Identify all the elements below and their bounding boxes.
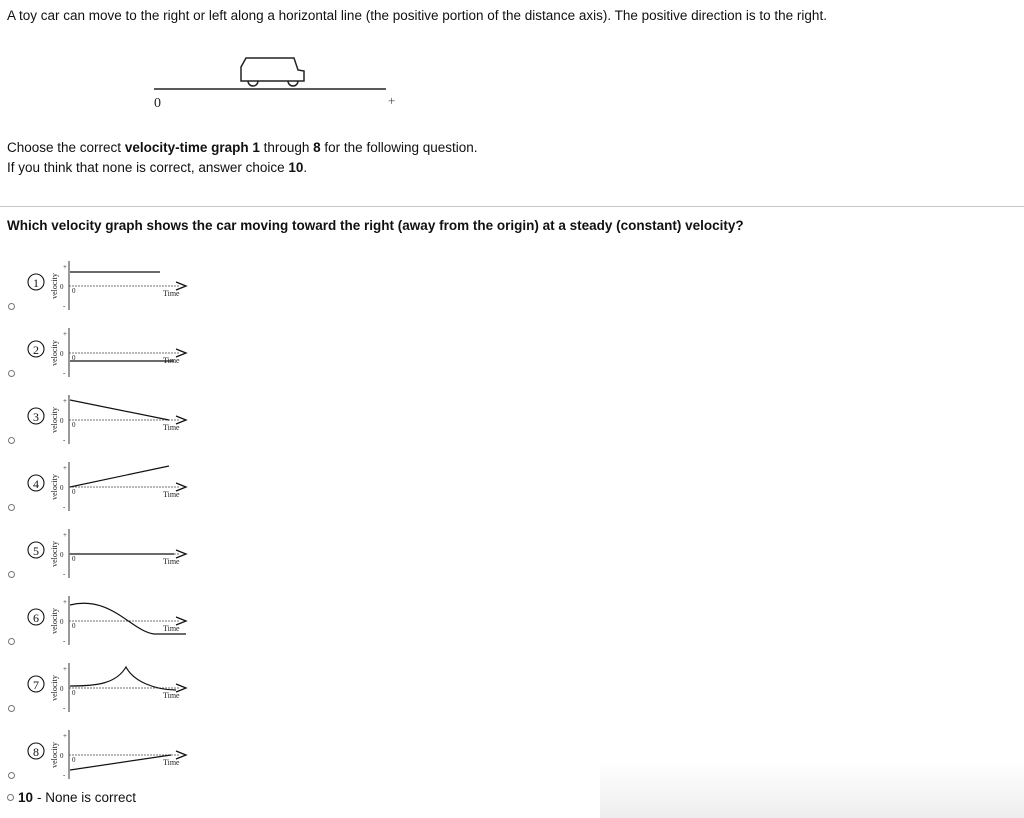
option-6-radio[interactable] [8,638,15,645]
time-axis-label: Time [163,624,180,633]
origin-label: 0 [72,555,76,563]
option-10-radio[interactable] [7,794,14,801]
velocity-axis-label: velocity [50,340,59,366]
option-5-radio[interactable] [8,571,15,578]
axis-origin-label: 0 [154,96,161,111]
time-axis-label: Time [163,289,180,298]
velocity-curve [70,466,169,487]
option-6-graph [26,593,196,663]
velocity-axis-label: velocity [50,407,59,433]
plus-tick-label: + [63,598,67,606]
option-number: 3 [33,410,39,424]
minus-tick-label: - [63,570,66,578]
zero-tick-label: 0 [60,618,64,626]
option-8-radio[interactable] [8,772,15,779]
minus-tick-label: - [63,771,66,779]
origin-label: 0 [72,354,76,362]
option-2-graph [26,325,196,395]
minus-tick-label: - [63,503,66,511]
origin-label: 0 [72,488,76,496]
toy-car-icon [241,58,304,86]
option-number: 7 [33,678,39,692]
option-4-graph [26,459,196,529]
option-number: 2 [33,343,39,357]
origin-label: 0 [72,756,76,764]
zero-tick-label: 0 [60,350,64,358]
question-text: Which velocity graph shows the car moving toward the right (away from the origin) at a steady (constant) velocity? [7,218,744,233]
plus-tick-label: + [63,330,67,338]
minus-tick-label: - [63,369,66,377]
zero-tick-label: 0 [60,283,64,291]
option-number: 6 [33,611,39,625]
velocity-axis-label: velocity [50,608,59,634]
option-7-graph [26,660,196,730]
option-10-label: - None is correct [37,790,137,805]
velocity-axis-label: velocity [50,742,59,768]
bottom-shadow [600,760,1024,818]
time-axis-label: Time [163,356,180,365]
plus-tick-label: + [63,464,67,472]
velocity-axis-label: velocity [50,541,59,567]
option-number: 4 [33,477,39,491]
option-2-radio[interactable] [8,370,15,377]
option-3-radio[interactable] [8,437,15,444]
option-3-graph [26,392,196,462]
option-8-graph [26,727,196,797]
velocity-curve [70,667,176,690]
velocity-axis-label: velocity [50,675,59,701]
section-divider [0,206,1024,207]
origin-label: 0 [72,622,76,630]
option-1-graph [26,258,196,328]
zero-tick-label: 0 [60,484,64,492]
option-7-radio[interactable] [8,705,15,712]
minus-tick-label: - [63,704,66,712]
minus-tick-label: - [63,637,66,645]
option-10[interactable] [7,790,136,805]
plus-tick-label: + [63,732,67,740]
plus-tick-label: + [63,665,67,673]
time-axis-label: Time [163,423,180,432]
option-number: 8 [33,745,39,759]
velocity-curve [70,400,169,420]
origin-label: 0 [72,689,76,697]
time-axis-label: Time [163,758,180,767]
distance-axis-diagram [140,40,400,115]
plus-tick-label: + [63,263,67,271]
minus-tick-label: - [63,436,66,444]
option-5-graph [26,526,196,596]
option-10-number: 10 [18,790,34,805]
zero-tick-label: 0 [60,551,64,559]
axis-plus-label: + [388,93,396,108]
zero-tick-label: 0 [60,752,64,760]
instruction-line-1: Choose the correct velocity-time graph 1 through 8 for the following question. [7,140,478,155]
time-axis-label: Time [163,691,180,700]
plus-tick-label: + [63,397,67,405]
time-axis-label: Time [163,490,180,499]
minus-tick-label: - [63,302,66,310]
instruction-line-2: If you think that none is correct, answer choice 10. [7,160,308,175]
velocity-axis-label: velocity [50,273,59,299]
option-1-radio[interactable] [8,303,15,310]
velocity-axis-label: velocity [50,474,59,500]
option-number: 1 [33,276,39,290]
velocity-curve [70,755,171,770]
origin-label: 0 [72,287,76,295]
plus-tick-label: + [63,531,67,539]
intro-text: A toy car can move to the right or left along a horizontal line (the positive portion of the distance axis). The positive direction is to the right. [7,8,827,23]
origin-label: 0 [72,421,76,429]
zero-tick-label: 0 [60,685,64,693]
option-4-radio[interactable] [8,504,15,511]
option-number: 5 [33,544,39,558]
zero-tick-label: 0 [60,417,64,425]
time-axis-label: Time [163,557,180,566]
